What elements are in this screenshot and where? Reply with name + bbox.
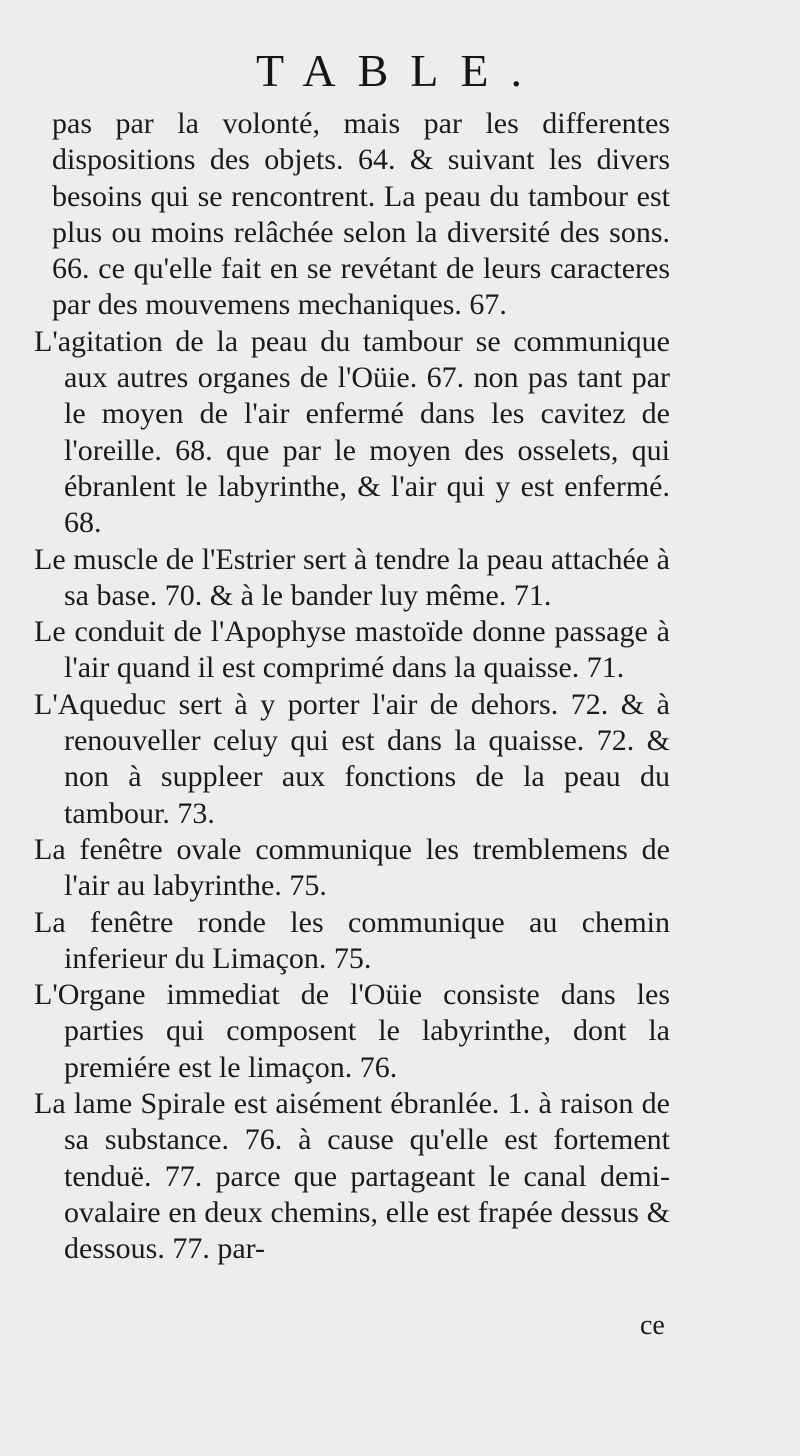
page-title: TABLE.	[255, 45, 544, 96]
table-entries	[34, 106, 670, 1268]
index-entry: L'Organe immediat de l'Oüie consiste dans les parties qui composent le labyrinthe, dont la premiére est le limaçon. 76.	[34, 978, 670, 1084]
index-entry: L'Aqueduc sert à y porter l'air de dehors. 72. & à renouveller celuy qui est dans la quaisse. 72. & non à suppleer aux fonctions de la peau du tambour. 73.	[34, 687, 670, 830]
catchword: ce	[640, 1310, 665, 1341]
index-entry: L'agitation de la peau du tambour se communique aux autres organes de l'Oüie. 67. non pas tant par le moyen de l'air enfermé dans les cavitez de l'oreille. 68. que par le moyen des osselets, qui ébranlent le labyrinthe, & l'air qui y est enfermé. 68.	[34, 324, 670, 540]
index-entry: Le conduit de l'Apophyse mastoïde donne passage à l'air quand il est comprimé dans la quaisse. 71.	[34, 615, 670, 685]
index-entry: La fenêtre ronde les communique au chemin inferieur du Limaçon. 75.	[34, 905, 670, 975]
index-entry: Le muscle de l'Estrier sert à tendre la peau attachée à sa base. 70. & à le bander luy même. 71.	[34, 542, 670, 612]
index-entry: pas par la volonté, mais par les differentes dispositions des objets. 64. & suivant les divers besoins qui se rencontrent. La peau du tambour est plus ou moins relâchée selon la diversité des sons. 66. ce qu'elle fait en se revétant de leurs caracteres par des mouvemens mechaniques. 67.	[52, 107, 670, 322]
index-entry: La lame Spirale est aisément ébranlée. 1. à raison de sa substance. 76. à cause qu'elle est fortement tenduë. 77. parce que partageant le canal demi-ovalaire en deux chemins, elle est frapée dessus & dessous. 77. par-	[34, 1087, 670, 1266]
index-entry: La fenêtre ovale communique les tremblemens de l'air au labyrinthe. 75.	[34, 832, 670, 903]
